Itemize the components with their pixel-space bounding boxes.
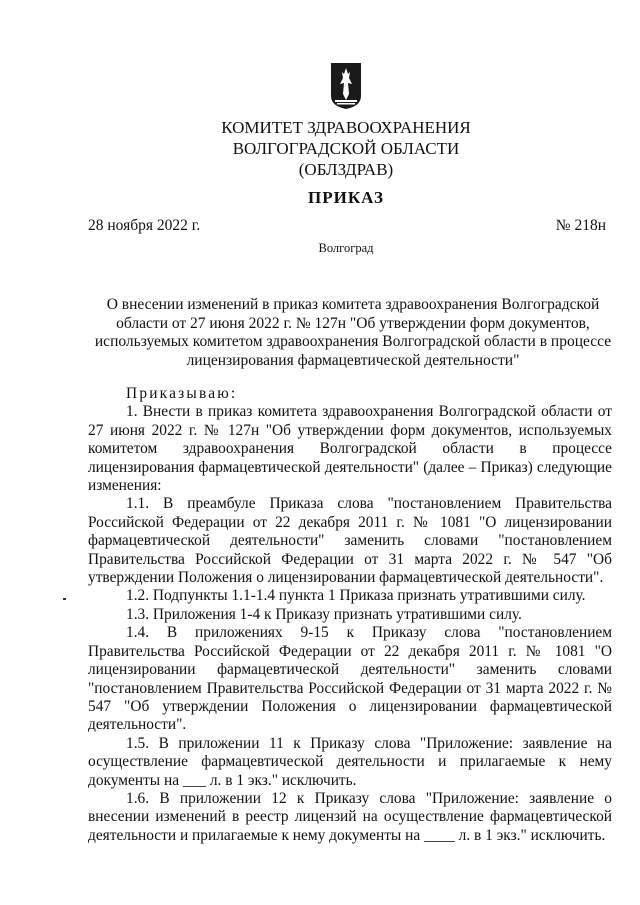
document-body: [88, 385, 612, 845]
paragraph-1-4: 1.4. В приложениях 9-15 к Приказу слова "постановлением Правительства Российской Федерации от 22 декабря 2011 г. № 1081 "О лицензировании фармацевтической деятельности" заменить словами "постановлением Правительства Российской Федерации от 31 марта 2022 г. № 547 "Об утверждении Положения о лицензировании фармацевтической деятельности".: [88, 624, 612, 734]
paragraph-1: 1. Внести в приказ комитета здравоохранения Волгоградской области от 27 июня 2022 г. № 127н "Об утверждении форм документов, используемых комитетом здравоохранения Волгоградской области в процессе лицензирования фармацевтической деятельности" (далее – Приказ) следующие изменения:: [88, 403, 612, 495]
org-line-1: КОМИТЕТ ЗДРАВООХРАНЕНИЯ: [221, 118, 471, 137]
paragraph-1-3: 1.3. Приложения 1-4 к Приказу признать утратившими силу.: [126, 605, 522, 623]
paragraph-1-6: 1.6. В приложении 12 к Приказу слова "Приложение: заявление о внесении изменений в реестр лицензий на осуществление фармацевтической деятельности и прилагаемые к нему документы на ____ л. в 1 экз." исключить.: [88, 789, 612, 844]
organization-name: [0, 117, 640, 180]
paragraph-1-5: 1.5. В приложении 11 к Приказу слова "Приложение: заявление на осуществление фармацевтической деятельности и прилагаемые к нему документы на ___ л. в 1 экз." исключить.: [88, 734, 612, 789]
paragraph-1-2: 1.2. Подпункты 1.1-1.4 пункта 1 Приказа признать утратившими силу.: [126, 587, 586, 605]
title-line-2: области от 27 июня 2022 г. № 127н "Об утверждении форм документов,: [116, 314, 590, 332]
title-line-3: используемых комитетом здравоохранения Волгоградской области в процессе: [94, 333, 612, 351]
coat-of-arms-icon: [330, 62, 362, 110]
org-line-3: (ОБЛЗДРАВ): [298, 160, 394, 179]
document-type: ПРИКАЗ: [308, 188, 384, 207]
margin-mark: [63, 598, 66, 600]
title-line-1: О внесении изменений в приказ комитета здравоохранения Волгоградской: [106, 296, 600, 313]
order-intro: Приказываю:: [126, 385, 238, 402]
document-number: № 218н: [555, 217, 606, 234]
document-title: [88, 296, 618, 370]
document-city: Волгоград: [318, 241, 374, 255]
paragraph-1-1: 1.1. В преамбуле Приказа слова "постановлением Правительства Российской Федерации от 22 декабря 2011 г. № 1081 "О лицензировании фармацевтической деятельности" заменить словами "постановлением Правительства Российской Федерации от 31 марта 2022 г. № 547 "Об утверждении Положения о лицензировании фармацевтической деятельности".: [88, 495, 612, 587]
title-line-4: лицензирования фармацевтической деятельности": [186, 351, 520, 369]
document-date: 28 ноября 2022 г.: [88, 217, 201, 234]
org-line-2: ВОЛГОГРАДСКОЙ ОБЛАСТИ: [232, 139, 460, 158]
